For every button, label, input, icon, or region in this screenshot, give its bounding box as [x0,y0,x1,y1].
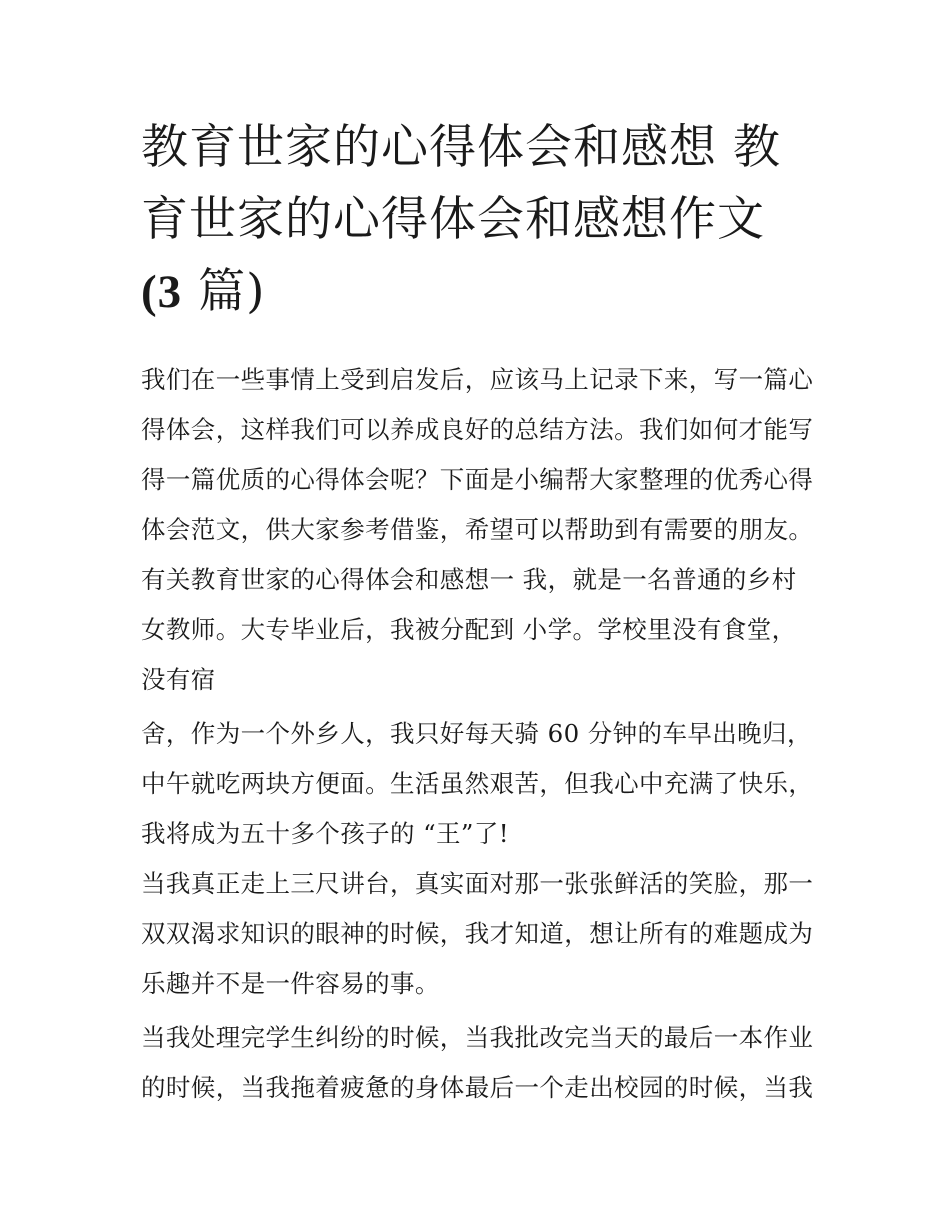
title-line-3-rest: 篇) [182,264,266,319]
body-line: 双双渴求知识的眼神的时候，我才知道，想让所有的难题成为 [141,919,814,948]
body-line: 得体会，这样我们可以养成良好的总结方法。我们如何才能写 [141,415,814,444]
body-line: 我们在一些事情上受到启发后，应该马上记录下来，写一篇心 [141,365,814,394]
body-line: 得一篇优质的心得体会呢？下面是小编帮大家整理的优秀心得 [141,465,814,494]
body-line: 乐趣并不是一件容易的事。 [141,969,440,998]
body-line: 没有宿 [141,665,216,694]
document-title [141,112,821,328]
body-line: 中午就吃两块方便面。生活虽然艰苦，但我心中充满了快乐， [141,769,814,798]
title-number: (3 [141,266,183,318]
body-line: 体会范文，供大家参考借鉴，希望可以帮助到有需要的朋友。 [141,515,814,544]
title-line-2: 育世家的心得体会和感想作文 [141,192,765,247]
title-line-1: 教育世家的心得体会和感想 教 [141,120,781,175]
body-line: 的时候，当我拖着疲惫的身体最后一个走出校园的时候，当我 [141,1073,814,1102]
body-line: 有关教育世家的心得体会和感想一 我，就是一名普通的乡村 [141,565,797,594]
body-line: 当我处理完学生纠纷的时候，当我批改完当天的最后一本作业 [141,1023,814,1052]
body-line: 女教师。大专毕业后，我被分配到 小学。学校里没有食堂， [141,615,797,644]
body-line: 舍，作为一个外乡人，我只好每天骑 60 分钟的车早出晚归， [141,719,812,748]
body-line: 我将成为五十多个孩子的 “王”了! [141,819,509,848]
body-line: 当我真正走上三尺讲台，真实面对那一张张鲜活的笑脸，那一 [141,869,814,898]
